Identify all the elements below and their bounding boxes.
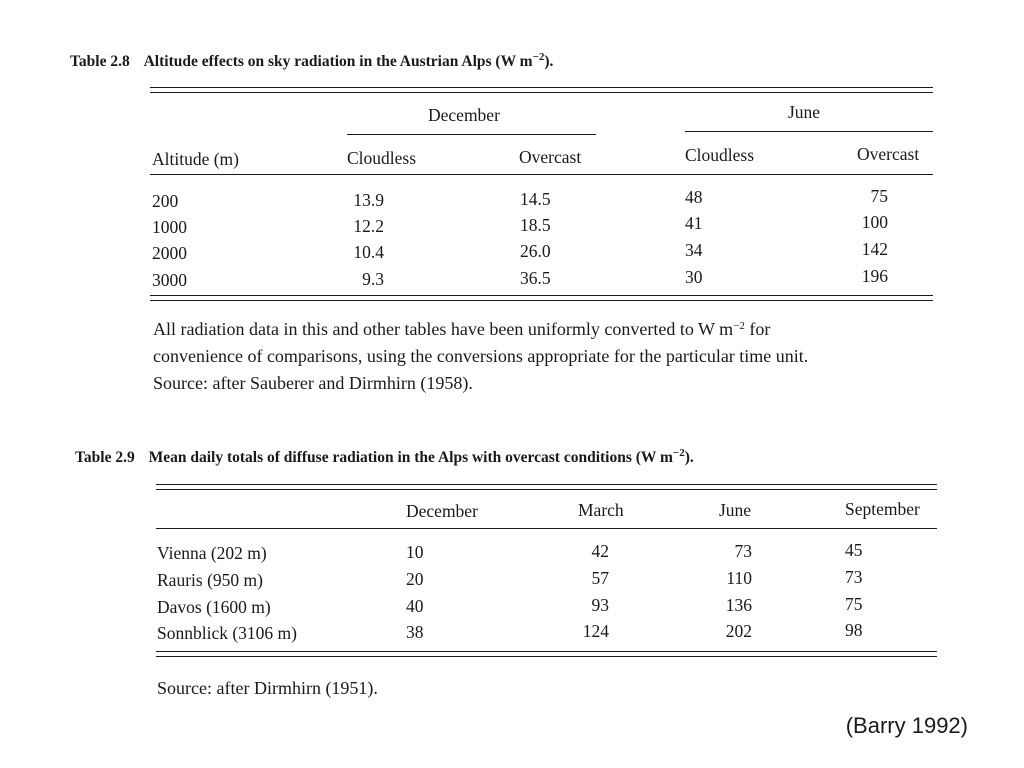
table-2-8-header-jun-overcast: Overcast bbox=[857, 144, 920, 164]
table-2-9-row-4-december: 38 bbox=[406, 622, 424, 642]
table-2-8-caption bbox=[70, 53, 553, 71]
table-2-8-top-rule-2 bbox=[150, 92, 933, 93]
table-2-8-row-3-altitude: 2000 bbox=[152, 243, 187, 263]
table-2-9-row-3-september: 75 bbox=[845, 594, 863, 614]
table-2-9-row-1-march: 42 bbox=[591, 541, 609, 561]
table-2-9-row-4-june: 202 bbox=[725, 621, 752, 641]
table-2-9-row-3-station: Davos (1600 m) bbox=[157, 597, 271, 617]
table-2-9-number: Table 2.9 bbox=[75, 449, 135, 466]
table-2-8-row-3-dec-cloudless: 10.4 bbox=[353, 242, 384, 262]
table-2-8-note-line-1: All radiation data in this and other tables have been uniformly converted to W $m^{-2}$ for bbox=[153, 319, 771, 339]
table-2-9-row-4-march: 124 bbox=[582, 621, 609, 641]
table-2-9-header-rule bbox=[156, 528, 937, 529]
table-2-8-row-3-jun-cloudless: 34 bbox=[685, 240, 703, 260]
table-2-8-header-altitude: Altitude (m) bbox=[152, 149, 239, 169]
table-2-8-row-1-dec-overcast: 14.5 bbox=[520, 189, 551, 209]
table-2-8-title: Altitude effects on sky radiation in the Austrian Alps (W $m^{-2}$). bbox=[143, 51, 554, 70]
table-2-9-row-2-december: 20 bbox=[406, 569, 424, 589]
table-2-9-header-march: March bbox=[578, 500, 624, 520]
table-2-9-header-june: June bbox=[719, 500, 752, 520]
table-2-8-bottom-rule bbox=[150, 295, 933, 296]
table-2-8-bottom-rule-2 bbox=[150, 300, 933, 301]
table-2-9-row-1-june: 73 bbox=[734, 541, 752, 561]
table-2-8-row-4-dec-overcast: 36.5 bbox=[520, 268, 551, 288]
table-2-8-row-2-jun-cloudless: 41 bbox=[685, 213, 703, 233]
table-2-8-row-2-dec-cloudless: 12.2 bbox=[353, 216, 384, 236]
table-2-9-row-2-station: Rauris (950 m) bbox=[157, 570, 263, 590]
table-2-9-bottom-rule-2 bbox=[156, 656, 937, 657]
table-2-9-row-3-march: 93 bbox=[591, 595, 609, 615]
table-2-8-row-1-dec-cloudless: 13.9 bbox=[353, 190, 384, 210]
table-2-9-row-4-station: Sonnblick (3106 m) bbox=[157, 623, 297, 643]
table-2-8-note-line-2: convenience of comparisons, using the conversions appropriate for the particular time unit. bbox=[153, 346, 809, 366]
table-2-9-row-1-december: 10 bbox=[406, 542, 424, 562]
citation-credit: (Barry 1992) bbox=[845, 713, 968, 738]
table-2-8-december-span-rule bbox=[347, 134, 596, 135]
table-2-9-header-september: September bbox=[845, 499, 920, 519]
table-2-8-header-jun-cloudless: Cloudless bbox=[685, 145, 755, 165]
table-2-8-row-3-jun-overcast: 142 bbox=[861, 239, 888, 259]
table-2-8-source: Source: after Sauberer and Dirmhirn (1958). bbox=[153, 373, 473, 393]
table-2-8-row-1-jun-overcast: 75 bbox=[870, 186, 888, 206]
table-2-8-june-span-rule bbox=[685, 131, 933, 132]
table-2-8-header-december: December bbox=[428, 105, 500, 125]
table-2-9-row-2-june: 110 bbox=[726, 568, 752, 588]
table-2-8-row-4-altitude: 3000 bbox=[152, 270, 187, 290]
table-2-8-top-rule bbox=[150, 87, 933, 88]
table-2-8-row-1-jun-cloudless: 48 bbox=[685, 187, 703, 207]
table-2-9-row-2-march: 57 bbox=[591, 568, 609, 588]
table-2-9-source: Source: after Dirmhirn (1951). bbox=[157, 678, 378, 698]
table-2-9-bottom-rule bbox=[156, 651, 937, 652]
table-2-9-row-2-september: 73 bbox=[845, 567, 863, 587]
table-2-8-header-dec-cloudless: Cloudless bbox=[347, 148, 417, 168]
table-2-8-row-3-dec-overcast: 26.0 bbox=[520, 241, 551, 261]
table-2-8-row-2-dec-overcast: 18.5 bbox=[520, 215, 551, 235]
table-2-9-row-1-september: 45 bbox=[845, 540, 863, 560]
table-2-9-header-december: December bbox=[406, 501, 478, 521]
table-2-8-number: Table 2.8 bbox=[70, 53, 130, 70]
table-2-8-row-4-jun-overcast: 196 bbox=[861, 266, 888, 286]
table-2-9-row-4-september: 98 bbox=[845, 620, 863, 640]
table-2-9-row-1-station: Vienna (202 m) bbox=[157, 543, 267, 563]
table-2-8-row-4-dec-cloudless: 9.3 bbox=[362, 269, 384, 289]
table-2-9-row-3-june: 136 bbox=[725, 595, 752, 615]
table-2-8-row-4-jun-cloudless: 30 bbox=[685, 267, 703, 287]
table-2-8-header-rule bbox=[150, 174, 933, 175]
table-2-9-caption bbox=[75, 449, 694, 467]
table-2-8-row-1-altitude: 200 bbox=[152, 191, 179, 211]
table-2-9-title: Mean daily totals of diffuse radiation in the Alps with overcast conditions (W $m^{-2}$). bbox=[148, 447, 694, 466]
table-2-9-row-3-december: 40 bbox=[406, 596, 424, 616]
table-2-8-row-2-jun-overcast: 100 bbox=[861, 212, 888, 232]
table-2-8-header-june: June bbox=[788, 102, 821, 122]
table-2-9-top-rule bbox=[156, 484, 937, 485]
table-2-9-top-rule-2 bbox=[156, 489, 937, 490]
table-2-8-header-dec-overcast: Overcast bbox=[519, 147, 582, 167]
table-2-8-row-2-altitude: 1000 bbox=[152, 217, 187, 237]
